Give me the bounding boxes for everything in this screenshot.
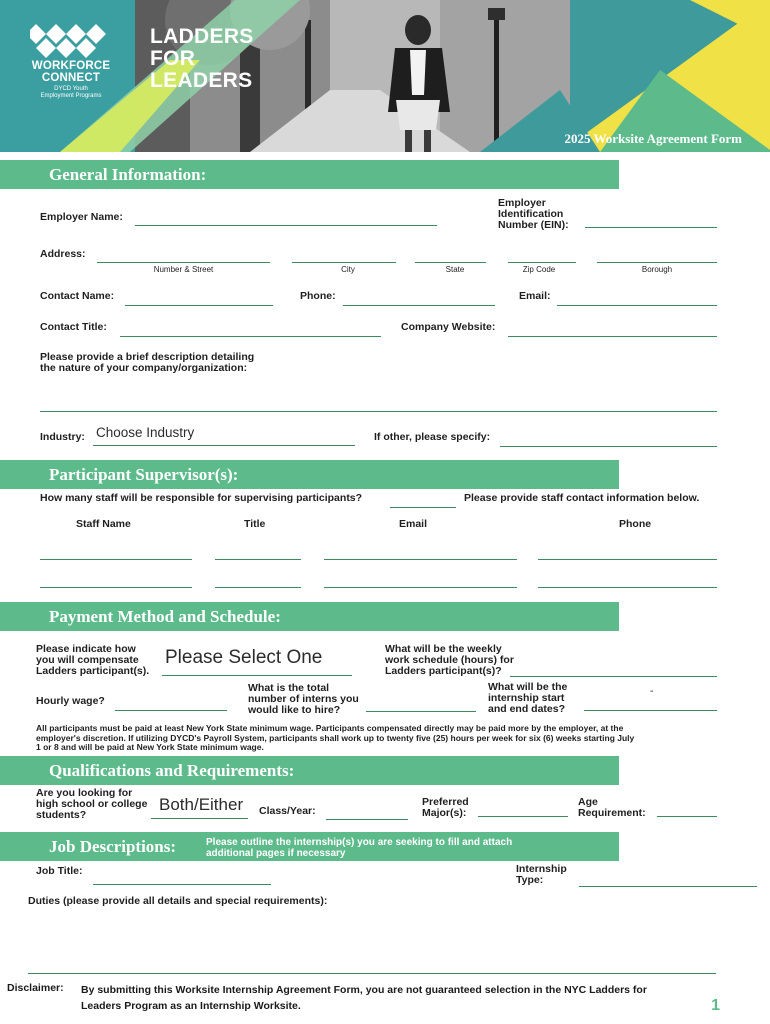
preferred-majors-label: [422, 797, 469, 819]
internship-type-label-line1: Internship: [516, 863, 567, 875]
phone-field[interactable]: [343, 292, 495, 306]
total-interns-field[interactable]: [366, 698, 476, 712]
age-requirement-label: [578, 797, 646, 819]
weekly-schedule-label: [385, 644, 514, 677]
program-title-line1: LADDERS: [150, 25, 254, 48]
disclaimer-text-line2: Leaders Program as an Internship Worksite.: [81, 1000, 301, 1012]
preferred-majors-label-line1: Preferred: [422, 796, 469, 808]
job-title-label: Job Title:: [36, 865, 83, 877]
hourly-wage-label: Hourly wage?: [36, 695, 105, 707]
program-title-line2: FOR: [150, 47, 196, 70]
address-state-caption: State: [445, 265, 465, 274]
age-requirement-field[interactable]: [657, 803, 717, 817]
weekly-schedule-label-line3: Ladders participant(s)?: [385, 665, 502, 677]
contact-name-label: Contact Name:: [40, 290, 115, 302]
section-general-information: General Information:: [0, 160, 619, 189]
section-qualifications: Qualifications and Requirements:: [0, 756, 619, 785]
staff-1-phone-field[interactable]: [538, 546, 717, 560]
compensation-label: [36, 644, 149, 677]
employer-name-field[interactable]: [135, 212, 437, 226]
student-level-label-line2: high school or college: [36, 798, 148, 810]
employer-name-label: Employer Name:: [40, 211, 123, 223]
disclaimer-text: [81, 982, 711, 1014]
student-level-label: [36, 788, 147, 821]
weekly-schedule-label-line1: What will be the weekly: [385, 643, 502, 655]
job-descriptions-note: [206, 837, 512, 859]
contact-name-field[interactable]: [125, 292, 273, 306]
internship-dates-label-line3: and end dates?: [488, 703, 566, 715]
header-banner: [0, 0, 770, 152]
minimum-wage-note-line2: employer's discretion. If utilizing DYCD's Payroll System, participants shall work up to twenty five (25) hours per week for six (6) weeks starting July: [36, 732, 635, 743]
preferred-majors-field[interactable]: [478, 803, 568, 817]
workforce-connect-logo: [30, 22, 112, 60]
job-descriptions-note-line2: additional pages if necessary: [206, 848, 346, 859]
weekly-schedule-label-line2: work schedule (hours) for: [385, 654, 514, 666]
logo-text-workforce: WORKFORCE: [31, 60, 111, 72]
address-borough-caption: Borough: [641, 265, 673, 274]
weekly-schedule-field[interactable]: [510, 663, 717, 677]
supervisor-count-field[interactable]: [390, 494, 456, 508]
staff-2-phone-field[interactable]: [538, 574, 717, 588]
address-street-caption: Number & Street: [153, 265, 214, 274]
email-field[interactable]: [557, 292, 717, 306]
duties-field[interactable]: [28, 960, 716, 974]
disclaimer-text-line1: By submitting this Worksite Internship Agreement Form, you are not guaranteed selection in the NYC Ladders for: [81, 984, 647, 996]
minimum-wage-note: [36, 724, 736, 753]
total-interns-label: [248, 683, 359, 716]
total-interns-label-line2: number of interns you: [248, 693, 359, 705]
address-zip-field[interactable]: [508, 249, 576, 263]
website-label: Company Website:: [401, 321, 496, 333]
address-state-field[interactable]: [415, 249, 486, 263]
staff-1-email-field[interactable]: [324, 546, 517, 560]
section-participant-supervisors: Participant Supervisor(s):: [0, 460, 619, 489]
compensation-dropdown-value[interactable]: Please Select One: [165, 647, 323, 668]
company-description-field[interactable]: [40, 398, 717, 412]
contact-title-label: Contact Title:: [40, 321, 107, 333]
staff-1-name-field[interactable]: [40, 546, 192, 560]
industry-label: Industry:: [40, 431, 85, 443]
ein-label-line3: Number (EIN):: [498, 219, 569, 231]
address-label: Address:: [40, 248, 86, 260]
company-description-line1: Please provide a brief description detailing: [40, 351, 255, 363]
compensation-label-line1: Please indicate how: [36, 643, 136, 655]
age-requirement-label-line1: Age: [578, 796, 598, 808]
hourly-wage-field[interactable]: [115, 697, 227, 711]
class-year-label: Class/Year:: [259, 805, 316, 817]
section-job-descriptions: Job Descriptions:: [0, 832, 619, 861]
student-level-dropdown-value[interactable]: Both/Either: [159, 795, 244, 814]
staff-2-name-field[interactable]: [40, 574, 192, 588]
address-street-field[interactable]: [97, 249, 270, 263]
internship-dates-label: [488, 682, 567, 715]
staff-2-email-field[interactable]: [324, 574, 517, 588]
program-title: [150, 26, 254, 92]
preferred-majors-label-line2: Major(s):: [422, 807, 467, 819]
minimum-wage-note-line1: All participants must be paid at least New York State minimum wage. Participants compensated directly may be paid more by the employer, at the: [36, 723, 624, 733]
address-borough-field[interactable]: [597, 249, 717, 263]
ein-label: [498, 198, 569, 231]
internship-type-label: [516, 864, 567, 886]
compensation-label-line3: Ladders participant(s).: [36, 665, 150, 677]
industry-dropdown-value[interactable]: Choose Industry: [96, 425, 195, 440]
contact-title-field[interactable]: [120, 323, 381, 337]
phone-label: Phone:: [300, 290, 336, 302]
industry-other-label: If other, please specify:: [374, 431, 491, 443]
internship-type-label-line2: Type:: [516, 874, 544, 886]
section-payment-method: Payment Method and Schedule:: [0, 602, 619, 631]
internship-dates-field[interactable]: [584, 697, 717, 711]
age-requirement-label-line2: Requirement:: [578, 807, 646, 819]
compensation-label-line2: you will compensate: [36, 654, 139, 666]
student-level-label-line3: students?: [36, 809, 87, 821]
page-number: 1: [711, 997, 720, 1014]
ein-label-line1: Employer: [498, 197, 546, 209]
disclaimer-label: Disclaimer:: [7, 982, 64, 994]
job-descriptions-note-line1: Please outline the internship(s) you are seeking to fill and attach: [206, 837, 513, 848]
company-description-label: [40, 352, 254, 374]
ein-label-line2: Identification: [498, 208, 564, 220]
job-title-field[interactable]: [93, 871, 271, 885]
col-header-title: Title: [244, 518, 266, 530]
company-description-line2: the nature of your company/organization:: [40, 362, 248, 374]
student-level-label-line1: Are you looking for: [36, 787, 133, 799]
total-interns-label-line3: would like to hire?: [248, 704, 341, 716]
internship-type-field[interactable]: [579, 873, 757, 887]
industry-other-field[interactable]: [500, 433, 717, 447]
minimum-wage-note-line3: 1 or 8 and will be paid at New York State minimum wage.: [36, 742, 264, 752]
col-header-email: Email: [399, 518, 428, 530]
address-city-field[interactable]: [292, 249, 396, 263]
duties-label: Duties (please provide all details and special requirements):: [28, 895, 328, 907]
internship-dates-label-line1: What will be the: [488, 681, 568, 693]
form-title: 2025 Worksite Agreement Form: [564, 131, 742, 146]
logo-text-connect: CONNECT: [41, 72, 101, 84]
internship-dates-value[interactable]: -: [650, 685, 654, 697]
total-interns-label-line1: What is the total: [248, 682, 330, 694]
logo-subtext-dycd: DYCD Youth: [54, 86, 88, 92]
ein-field[interactable]: [585, 214, 717, 228]
staff-1-title-field[interactable]: [215, 546, 301, 560]
logo-subtext-programs: Employment Programs: [40, 93, 102, 99]
program-title-line3: LEADERS: [150, 69, 253, 92]
staff-contact-instruction: Please provide staff contact information below.: [464, 492, 700, 504]
email-label: Email:: [519, 290, 551, 302]
supervisor-count-label: How many staff will be responsible for supervising participants?: [40, 492, 363, 504]
col-header-phone: Phone: [619, 518, 652, 530]
staff-2-title-field[interactable]: [215, 574, 301, 588]
website-field[interactable]: [508, 323, 717, 337]
internship-dates-label-line2: internship start: [488, 692, 565, 704]
col-header-staff-name: Staff Name: [76, 518, 131, 530]
address-city-caption: City: [341, 265, 355, 274]
class-year-field[interactable]: [326, 806, 408, 820]
address-zip-caption: Zip Code: [522, 265, 556, 274]
